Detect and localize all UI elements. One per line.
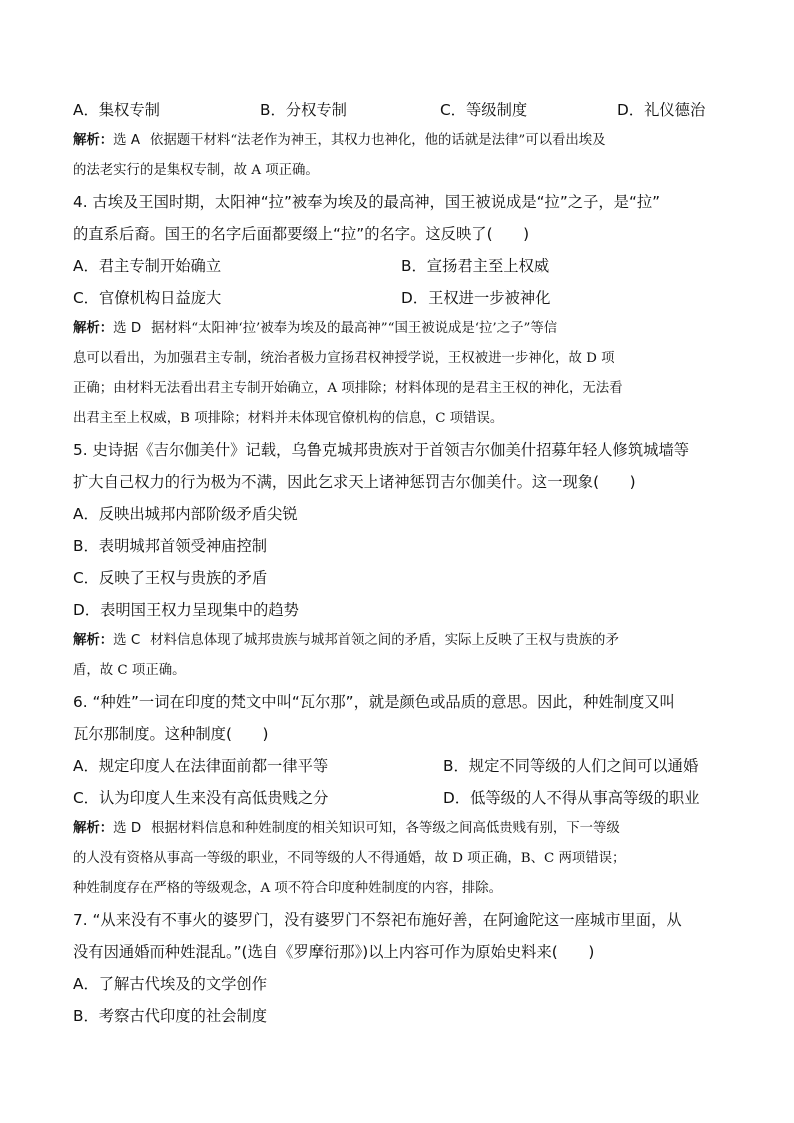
q4-analysis-line-2: 息可以看出，为加强君主专制，统治者极力宣扬君权神授学说，王权被进一步神化，故 D 项 bbox=[73, 351, 615, 366]
q7-option-b: B．考察古代印度的社会制度 bbox=[73, 1007, 268, 1025]
q3-option-c: C．等级制度 bbox=[440, 101, 528, 119]
q6-analysis-line-3: 种姓制度存在严格的等级观念，A 项不符合印度种姓制度的内容，排除。 bbox=[73, 881, 503, 896]
q4-stem-line-1: 4. 古埃及王国时期，太阳神“拉”被奉为埃及的最高神，国王被说成是“拉”之子，是“拉” bbox=[73, 193, 661, 211]
q4-options-row-2 bbox=[73, 282, 723, 314]
q6-analysis-line-1 bbox=[73, 814, 723, 844]
q3-options bbox=[73, 94, 723, 126]
q3-analysis-label: 解析： bbox=[73, 133, 114, 148]
q4-analysis-text-1: 据材料“太阳神‘拉’被奉为埃及的最高神”“国王被说成是‘拉’之子”等信 bbox=[151, 321, 558, 336]
q5-analysis-answer: 选 C bbox=[113, 633, 141, 648]
q6-analysis-line-2: 的人没有资格从事高一等级的职业，不同等级的人不得通婚，故 D 项正确，B、C 两项错误； bbox=[73, 851, 626, 866]
q6-option-d: D．低等级的人不得从事高等级的职业 bbox=[443, 789, 700, 807]
q5-option-b: B．表明城邦首领受神庙控制 bbox=[73, 537, 268, 555]
q4-analysis-line-4: 出君主至上权威，B 项排除；材料并未体现官僚机构的信息，C 项错误。 bbox=[73, 411, 504, 426]
q5-stem-line-2: 扩大自己权力的行为极为不满，因此乞求天上诸神惩罚吉尔伽美什。这一现象( ) bbox=[73, 473, 636, 491]
q4-options-row-1 bbox=[73, 250, 723, 282]
q3-option-d: D．礼仪德治 bbox=[617, 101, 706, 119]
q6-options-row-2 bbox=[73, 782, 723, 814]
q4-analysis-line-3: 正确；由材料无法看出君主专制开始确立，A 项排除；材料体现的是君主王权的神化，无法看 bbox=[73, 381, 623, 396]
q5-analysis-text-1: 材料信息体现了城邦贵族与城邦首领之间的矛盾，实际上反映了王权与贵族的矛 bbox=[150, 633, 619, 648]
q6-stem-line-2: 瓦尔那制度。这种制度( ) bbox=[73, 725, 269, 743]
q3-analysis-line-2: 的法老实行的是集权专制，故 A 项正确。 bbox=[73, 163, 319, 178]
q7-stem-line-1: 7. “从来没有不事火的婆罗门，没有婆罗门不祭祀布施好善，在阿逾陀这一座城市里面，从 bbox=[73, 911, 682, 929]
q7-stem-line-2: 没有因通婚而种姓混乱。”(选自《罗摩衍那》)以上内容可作为原始史料来( ) bbox=[73, 943, 595, 961]
q4-analysis-line-1 bbox=[73, 314, 723, 344]
q3-analysis-text-1: 依据题干材料“法老作为神王，其权力也神化，他的话就是法律”可以看出埃及 bbox=[149, 133, 606, 148]
q6-option-a: A．规定印度人在法律面前都一律平等 bbox=[73, 757, 329, 775]
q6-analysis-answer: 选 D bbox=[113, 821, 142, 836]
q6-option-b: B．规定不同等级的人们之间可以通婚 bbox=[443, 757, 699, 775]
q5-analysis-line-2: 盾，故 C 项正确。 bbox=[73, 663, 186, 678]
q7-option-a: A．了解古代埃及的文学创作 bbox=[73, 975, 268, 993]
q5-option-a: A．反映出城邦内部阶级矛盾尖锐 bbox=[73, 505, 298, 523]
q3-option-a: A．集权专制 bbox=[73, 101, 160, 119]
q3-option-b: B．分权专制 bbox=[260, 101, 347, 119]
q3-analysis-answer: 选 A bbox=[113, 133, 140, 148]
q4-option-d: D．王权进一步被神化 bbox=[401, 289, 551, 307]
q5-analysis-label: 解析： bbox=[73, 633, 114, 648]
q5-stem-line-1: 5. 史诗据《吉尔伽美什》记载，乌鲁克城邦贵族对于首领吉尔伽美什招募年轻人修筑城墙等 bbox=[73, 441, 690, 459]
q4-stem-line-2: 的直系后裔。国王的名字后面都要缀上“拉”的名字。这反映了( ) bbox=[73, 225, 530, 243]
q3-analysis-line-1 bbox=[73, 126, 723, 156]
q6-option-c: C．认为印度人生来没有高低贵贱之分 bbox=[73, 789, 329, 807]
q6-stem-line-1: 6. “种姓”一词在印度的梵文中叫“瓦尔那”，就是颜色或品质的意思。因此，种姓制度又叫 bbox=[73, 693, 675, 711]
q6-analysis-label: 解析： bbox=[73, 821, 114, 836]
q4-analysis-answer: 选 D bbox=[113, 321, 142, 336]
document-content bbox=[73, 94, 723, 1032]
q4-analysis-label: 解析： bbox=[73, 321, 114, 336]
q4-option-c: C．官僚机构日益庞大 bbox=[73, 289, 222, 307]
q5-option-d: D．表明国王权力呈现集中的趋势 bbox=[73, 601, 299, 619]
q6-analysis-text-1: 根据材料信息和种姓制度的相关知识可知，各等级之间高低贵贱有别，下一等级 bbox=[151, 821, 620, 836]
q4-option-a: A．君主专制开始确立 bbox=[73, 257, 222, 275]
q5-analysis-line-1 bbox=[73, 626, 723, 656]
q4-option-b: B．宣扬君主至上权威 bbox=[401, 257, 550, 275]
q5-option-c: C．反映了王权与贵族的矛盾 bbox=[73, 569, 268, 587]
q6-options-row-1 bbox=[73, 750, 723, 782]
